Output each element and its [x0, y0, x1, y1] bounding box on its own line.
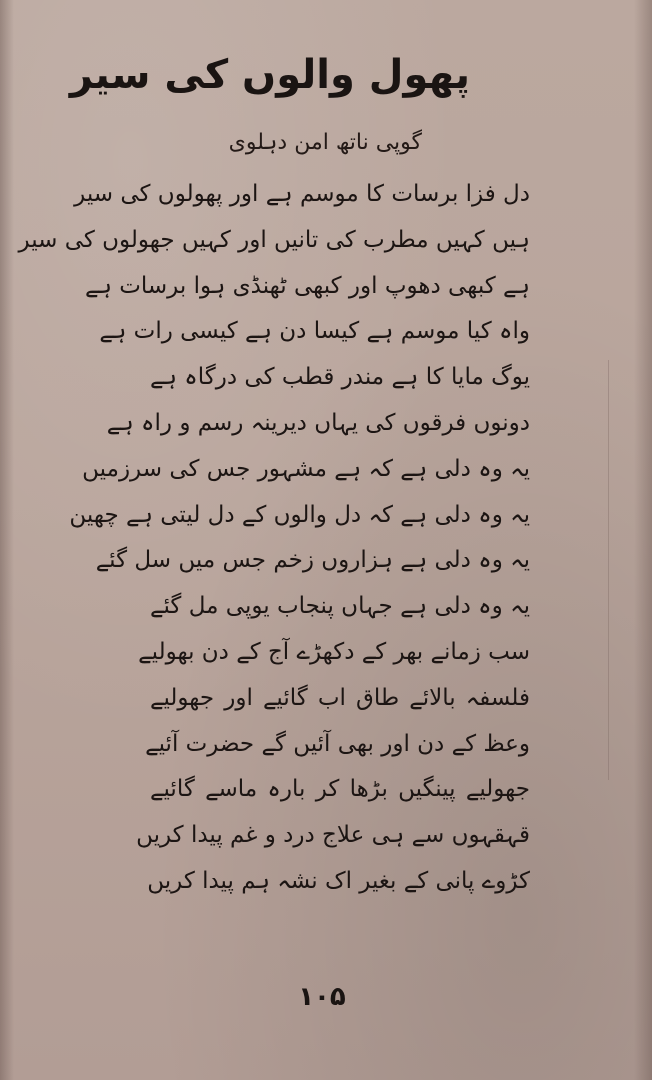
poem-line: یہ وہ دلی ہے کہ دل والوں کے دل لیتی ہے چھین — [69, 501, 530, 528]
poem-line: واہ کیا موسم ہے کیسا دن ہے کیسی رات ہے — [99, 318, 530, 345]
poem-line: وعظ کے دن اور بھی آئیں گے حضرت آئیے — [145, 730, 530, 757]
poem-line: یہ وہ دلی ہے کہ ہے مشہور جس کی سرزمیں — [82, 455, 530, 482]
poet-name: گوپی ناتھ امن دہلوی — [228, 130, 422, 155]
poem-title: پھول والوں کی سیر — [69, 52, 470, 98]
page-edge-shadow-right — [634, 0, 652, 1080]
poem-line: ہے کبھی دھوپ اور کبھی ٹھنڈی ہوا برسات ہے — [84, 272, 530, 299]
poem-line: قہقہوں سے ہی علاج درد و غم پیدا کریں — [136, 822, 530, 849]
poem-line: کڑوے پانی کے بغیر اک نشہ ہم پیدا کریں — [147, 867, 530, 894]
poem-line: جھولیے پینگیں بڑھا کر بارہ ماسے گائیے — [150, 776, 530, 803]
poem-body — [18, 172, 530, 905]
poem-line: یہ وہ دلی ہے جہاں پنجاب یوپی مل گئے — [150, 593, 530, 620]
poem-line: دل فزا برسات کا موسم ہے اور پھولوں کی سیر — [74, 181, 530, 207]
poem-line: سب زمانے بھر کے دکھڑے آج کے دن بھولیے — [138, 638, 530, 665]
poem-line: دونوں فرقوں کی یہاں دیرینہ رسم و راہ ہے — [106, 409, 530, 436]
page-number: ۱۰۵ — [298, 982, 346, 1012]
poem-line: یوگ مایا کا ہے مندر قطب کی درگاہ ہے — [150, 364, 530, 391]
page-edge-shadow-left — [0, 0, 14, 1080]
poem-line: ہیں کہیں مطرب کی تانیں اور کہیں جھولوں کی سیر — [18, 226, 530, 253]
page-crease — [608, 360, 609, 780]
poem-line: فلسفہ بالائے طاق اب گائیے اور جھولیے — [150, 684, 530, 711]
poem-line: یہ وہ دلی ہے ہزاروں زخم جس میں سل گئے — [95, 547, 530, 574]
